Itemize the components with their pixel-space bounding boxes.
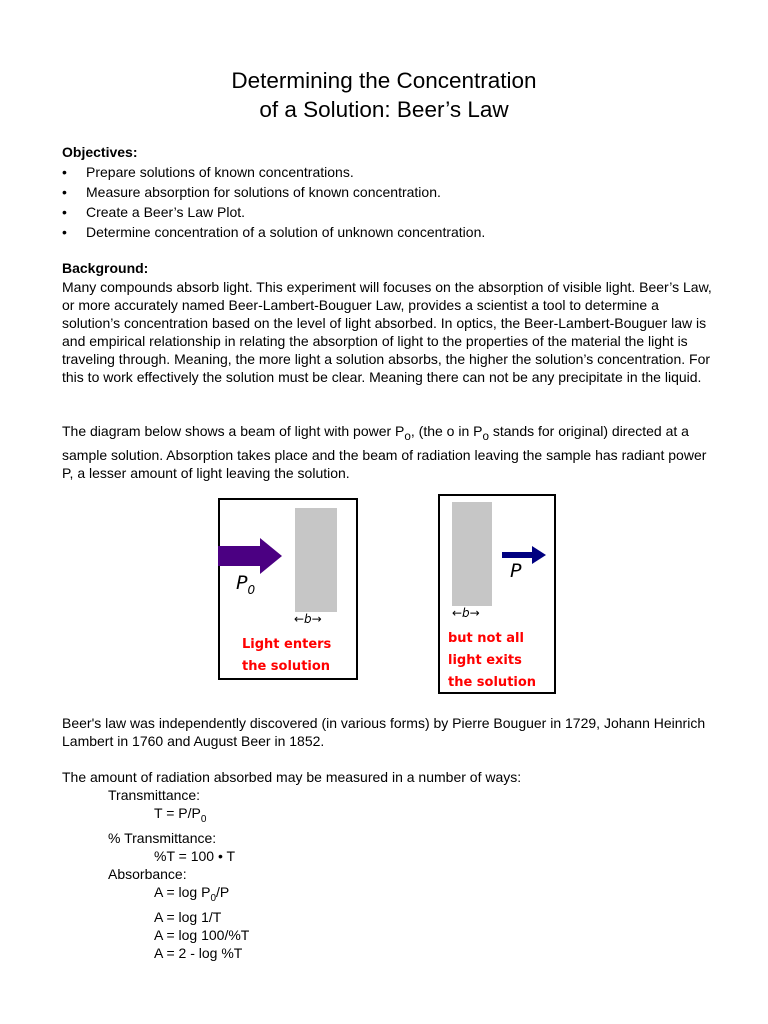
absorbance-equation-1: [154, 883, 249, 908]
transmittance-equation: [154, 804, 249, 829]
diagram-intro-paragraph: [62, 422, 712, 482]
text-run: The diagram below shows a beam of light with power P: [62, 423, 405, 439]
caption-line: Light enters: [242, 637, 332, 652]
background-heading: Background:: [62, 260, 149, 276]
title-line-1: Determining the Concentration: [231, 68, 537, 93]
text-run: , (the o in P: [410, 423, 483, 439]
caption-line: the solution: [242, 659, 331, 674]
caption-line: the solution: [448, 675, 537, 690]
sample-cuvette: [295, 508, 337, 612]
transmitted-power-label: P: [510, 560, 522, 582]
history-paragraph: Beer's law was independently discovered (in various forms) by Pierre Bouguer in 1729, Johann Heinrich Lambert in 1760 and August Beer in 1852.: [62, 715, 706, 749]
title-line-2: of a Solution: Beer’s Law: [259, 97, 509, 122]
incident-power-label: [236, 572, 255, 597]
path-length-label: ←b→: [294, 612, 322, 626]
subscript: o: [404, 429, 411, 443]
absorbance-label: Absorbance:: [108, 865, 187, 882]
transmittance-label: Transmittance:: [108, 787, 201, 803]
equation-text: /P: [216, 883, 230, 900]
path-length-label: ←b→: [452, 606, 480, 620]
diagram-incident-light: [218, 498, 358, 680]
text-run: stands for original) directed at a sample solution. Absorption takes place and the beam of radiation leaving the sample has radiant power P, a lesser amount of light leaving the solution.: [62, 423, 707, 481]
objectives-list: [62, 162, 485, 242]
subscript: 0: [210, 892, 216, 904]
measurement-intro: The amount of radiation absorbed may be measured in a number of ways:: [62, 769, 522, 785]
objective-item: • Prepare solutions of known concentrations.: [62, 162, 485, 182]
power-subscript: 0: [247, 582, 256, 597]
absorbance-equation-4: A = 2 - log %T: [154, 944, 243, 961]
background-paragraph: Many compounds absorb light. This experiment will focuses on the absorption of visible light. Beer’s Law, or more accurately named Beer-Lambert-Bouguer Law, provides a scientist a tool to determine a solution’s concentration based on the level of light absorbed. In optics, the Beer-Lambert-Bouguer law is and empirical relationship in relating the absorption of light to the properties of the material the light is traveling through. Meaning, the more light a solution absorbs, the higher the solution’s concentration. For this to work effectively the solution must be clear. Meaning there can not be any precipitate in the liquid.: [62, 279, 712, 385]
objectives-heading: Objectives:: [62, 144, 138, 160]
diagram-caption: [242, 634, 352, 678]
equation-text: A = log P: [154, 883, 211, 900]
transmitted-light-arrow-icon: [502, 546, 546, 564]
absorbance-equation-3: A = log 100/%T: [154, 926, 250, 943]
caption-line: but not all: [448, 631, 524, 646]
subscript: o: [482, 429, 489, 443]
diagram-transmitted-light: [438, 494, 556, 694]
objective-item: • Determine concentration of a solution of unknown concentration.: [62, 222, 485, 242]
caption-line: light exits: [448, 653, 522, 668]
formula-list: [108, 786, 249, 962]
absorbance-equation-2: A = log 1/T: [154, 908, 222, 925]
subscript: 0: [200, 813, 207, 825]
equation-text: T = P/P: [154, 805, 201, 821]
incident-light-arrow-icon: [218, 538, 284, 574]
objective-item: • Measure absorption for solutions of known concentration.: [62, 182, 485, 202]
objective-item: • Create a Beer’s Law Plot.: [62, 202, 485, 222]
page-title: [0, 66, 768, 124]
percent-transmittance-label: % Transmittance:: [108, 829, 217, 846]
percent-transmittance-equation: %T = 100 • T: [154, 847, 236, 864]
sample-cuvette: [452, 502, 492, 606]
diagram-caption: [448, 628, 550, 694]
power-symbol: P: [236, 572, 248, 594]
